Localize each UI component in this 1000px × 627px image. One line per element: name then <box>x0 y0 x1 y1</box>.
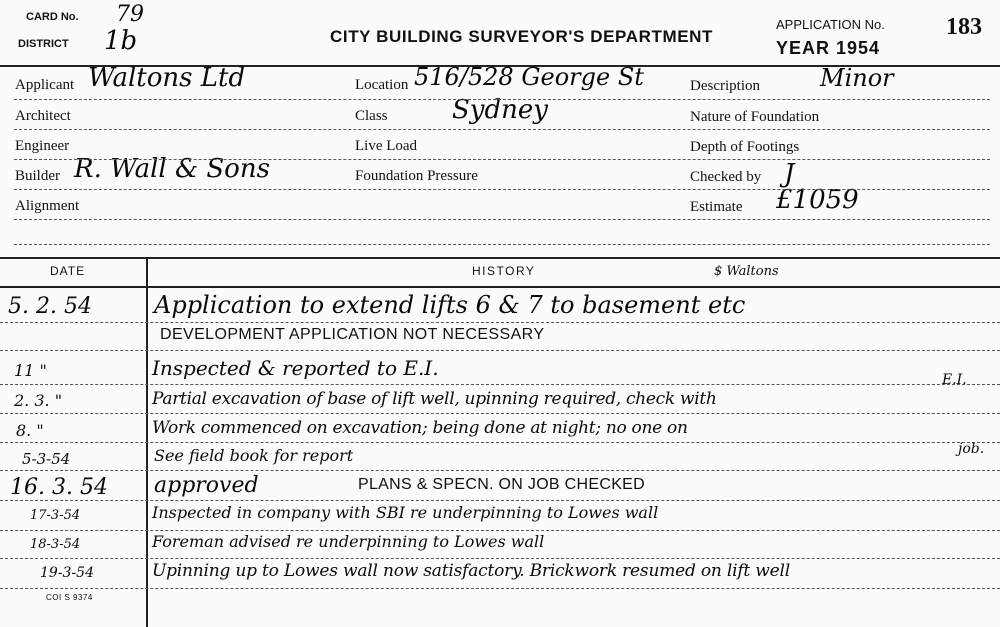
district-value: 1b <box>104 26 138 56</box>
field-rule <box>14 244 990 245</box>
history-header: HISTORY <box>472 264 536 278</box>
class-label: Class <box>355 108 388 124</box>
field-rule <box>14 189 990 190</box>
margin-note: job. <box>958 441 985 457</box>
form-code: COI S 9374 <box>46 593 93 602</box>
history-date: 11 " <box>14 361 47 380</box>
live-load-label: Live Load <box>355 138 418 154</box>
application-no-label: APPLICATION No. <box>776 17 885 32</box>
row-rule <box>0 588 1000 589</box>
history-entry: Foreman advised re underpinning to Lowes wall <box>152 532 545 551</box>
year-label: YEAR 1954 <box>776 38 881 58</box>
table-top-rule <box>0 257 1000 259</box>
history-entry: Work commenced on excavation; being done at night; no one on <box>152 418 688 438</box>
row-rule <box>0 558 1000 559</box>
row-rule <box>0 500 1000 501</box>
description-value: Minor <box>820 64 894 92</box>
history-date: 8. " <box>16 421 44 440</box>
history-date: 16. 3. 54 <box>10 475 108 500</box>
history-date: 18-3-54 <box>30 537 81 552</box>
history-entry: approved <box>154 473 259 498</box>
field-rule <box>14 129 990 130</box>
history-date: 19-3-54 <box>40 565 94 581</box>
application-no-value: 183 <box>946 14 982 40</box>
district-label: DISTRICT <box>18 38 69 50</box>
card-no-value: 79 <box>116 2 144 27</box>
table-header-rule <box>0 286 1000 288</box>
class-value: Sydney <box>452 95 548 125</box>
field-rule <box>14 219 990 220</box>
history-entry: Upinning up to Lowes wall now satisfactory. Brickwork resumed on lift well <box>152 561 790 581</box>
history-entry: Inspected & reported to E.I. <box>152 356 439 380</box>
estimate-value: £1059 <box>776 185 859 215</box>
department-title: CITY BUILDING SURVEYOR'S DEPARTMENT <box>330 27 714 46</box>
history-entry: See field book for report <box>154 446 354 465</box>
applicant-label: Applicant <box>15 77 75 93</box>
location-label: Location <box>355 77 409 93</box>
engineer-label: Engineer <box>15 138 70 154</box>
foundation-pressure-label: Foundation Pressure <box>355 168 478 184</box>
alignment-label: Alignment <box>15 198 80 214</box>
development-stamp: DEVELOPMENT APPLICATION NOT NECESSARY <box>160 326 545 343</box>
date-header: DATE <box>50 264 86 278</box>
history-date: 5-3-54 <box>22 450 71 468</box>
history-note: $ Waltons <box>714 264 779 279</box>
history-date: 5. 2. 54 <box>8 294 92 319</box>
history-entry: Partial excavation of base of lift well, upinning required, check with <box>152 389 717 409</box>
history-entry: Inspected in company with SBI re underpinning to Lowes wall <box>152 503 659 522</box>
builder-value: R. Wall & Sons <box>74 154 270 184</box>
plans-checked-stamp: PLANS & SPECN. ON JOB CHECKED <box>358 476 645 493</box>
margin-note: E.I. <box>942 372 967 388</box>
row-rule <box>0 350 1000 351</box>
estimate-label: Estimate <box>690 199 743 215</box>
architect-label: Architect <box>15 108 71 124</box>
row-rule <box>0 384 1000 385</box>
checked-by-label: Checked by <box>690 169 762 185</box>
checked-by-value: J <box>784 159 795 189</box>
depth-of-footings-label: Depth of Footings <box>690 139 800 155</box>
row-rule <box>0 442 1000 443</box>
row-rule <box>0 322 1000 323</box>
field-rule <box>14 99 990 100</box>
applicant-value: Waltons Ltd <box>88 63 246 93</box>
builder-label: Builder <box>15 168 60 184</box>
nature-of-foundation-label: Nature of Foundation <box>690 109 820 125</box>
history-entry: Application to extend lifts 6 & 7 to basement etc <box>154 291 746 319</box>
history-date: 2. 3. " <box>14 391 63 410</box>
card-no-label: CARD No. <box>26 11 79 23</box>
field-rule <box>14 159 990 160</box>
description-label: Description <box>690 78 760 94</box>
row-rule <box>0 413 1000 414</box>
row-rule <box>0 470 1000 471</box>
history-date: 17-3-54 <box>30 508 81 523</box>
row-rule <box>0 530 1000 531</box>
location-value: 516/528 George St <box>414 63 644 91</box>
